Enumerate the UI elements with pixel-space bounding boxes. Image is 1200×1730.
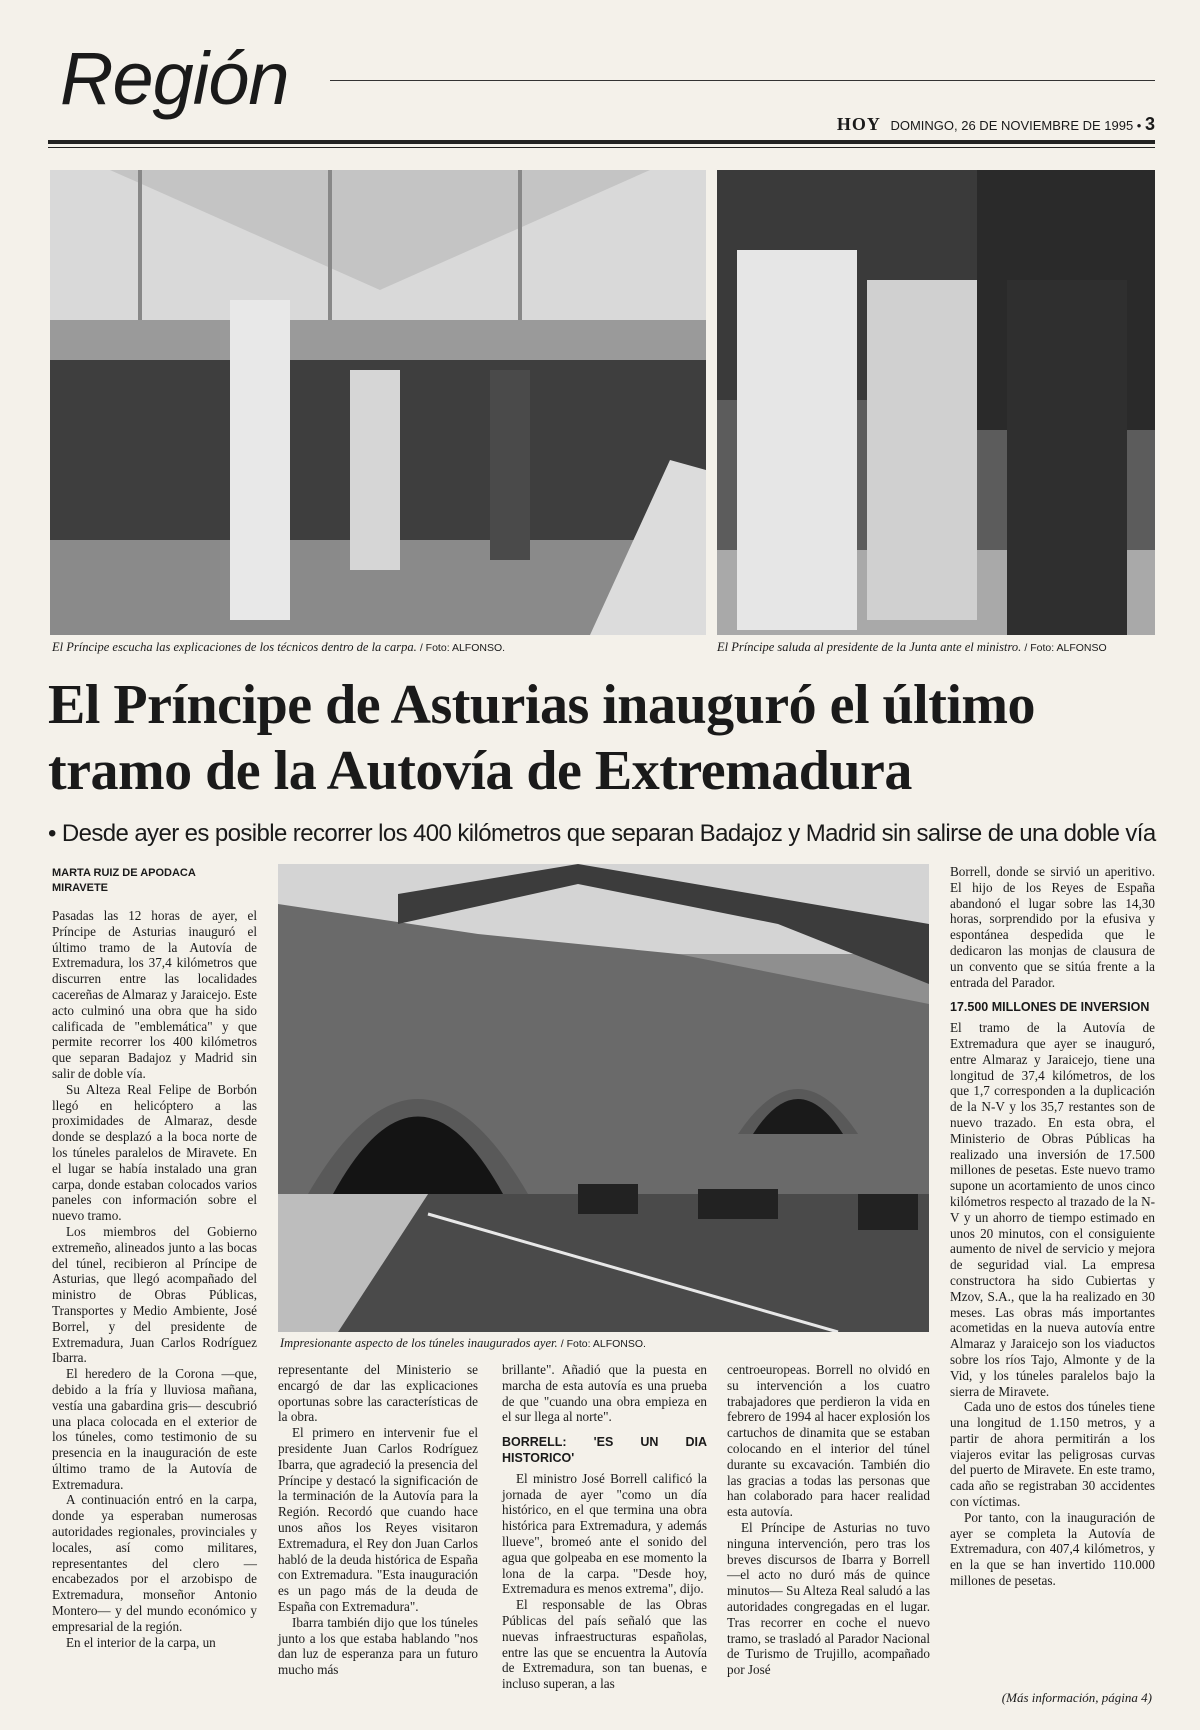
col3-section-heading: BORRELL: 'ES UN DIA HISTORICO'	[502, 1435, 707, 1465]
col4-para-2: El Príncipe de Asturias no tuvo ninguna intervención, pero tras los breves discursos de Ibarra y Borrell —el acto no duró más de quince minutos— Su Alteza Real saludó a las autoridades congregadas en el lugar. Tras recorrer en coche el nuevo tramo, se trasladó al Parador Nacional de Turismo de Trujillo, acompañado por José	[727, 1519, 930, 1678]
caption-right	[717, 640, 1107, 655]
column-5	[950, 864, 1155, 1589]
column-2	[278, 1362, 478, 1678]
col2-para-1: representante del Ministerio se encargó de dar las explicaciones oportunas sobre las características de la obra.	[278, 1362, 478, 1425]
col2-para-3: Ibarra también dijo que los túneles junto a los que estaba hablando "nos dan luz de esperanza para un futuro mucho más	[278, 1614, 478, 1678]
col5-para-1: Borrell, donde se sirvió un aperitivo. El hijo de los Reyes de España abandonó el lugar sobre las 14,30 horas, sorprendido por la efusiva y espontánea despedida que le dedicaron las monjas de clausura de un convento que se sitúa frente a la entrada del Parador.	[950, 864, 1155, 990]
header-rule	[330, 80, 1155, 81]
byline	[52, 866, 196, 896]
caption-right-text: El Príncipe saluda al presidente de la Junta ante el ministro.	[717, 640, 1022, 654]
caption-left-credit: / Foto: ALFONSO.	[419, 642, 506, 654]
byline-author: MARTA RUIZ DE APODACA	[52, 867, 196, 879]
subheadline: • Desde ayer es posible recorrer los 400 kilómetros que separan Badajoz y Madrid sin salirse de una doble vía	[48, 820, 1156, 847]
col3-para-1: brillante". Añadió que la puesta en marcha de esta autovía es una prueba de que "cuando una obra empieza en el sur llega al norte".	[502, 1362, 707, 1425]
caption-right-credit: / Foto: ALFONSO	[1024, 642, 1107, 654]
col5-section-heading: 17.500 MILLONES DE INVERSION	[950, 1000, 1150, 1015]
column-3	[502, 1362, 707, 1692]
caption-center-text: Impresionante aspecto de los túneles inaugurados ayer.	[280, 1336, 558, 1350]
col1-para-1: Pasadas las 12 horas de ayer, el Príncipe de Asturias inauguró el último tramo de la Autovía de Extremadura, los 37,4 kilómetros que discurren entre las localidades cacereñas de Almaraz y Jaraicejo. Este acto culminó una obra que ha sido calificada de "emblemática" y que permite recorrer los 400 kilómetros que separan Badajoz y Madrid sin salir de doble vía.	[52, 908, 257, 1081]
col3-para-3: El responsable de las Obras Públicas del país señaló que las nuevas infraestructuras españolas, entre las que se encuentra la Autovía de Extremadura, son tan buenas, e incluso superan, a las	[502, 1597, 707, 1692]
photo-tunnels	[278, 864, 929, 1332]
col2-para-2: El primero en intervenir fue el presidente Juan Carlos Rodríguez Ibarra, que agradeció la presencia del Príncipe y destacó la significación de la terminación de la Autovía para la Región. Recordó que cuando hace unos años los Reyes visitaron Extremadura, el Rey don Juan Carlos habló de la deuda histórica de España con Extremadura. "Esta inauguración es un pago más de la deuda de España con Extremadura".	[278, 1425, 478, 1614]
header-thin-rule	[48, 147, 1155, 148]
issue-date: DOMINGO, 26 DE NOVIEMBRE DE 1995 •	[890, 118, 1142, 133]
continued-note: (Más información, página 4)	[1001, 1690, 1152, 1705]
col5-para-2: El tramo de la Autovía de Extremadura que ayer se inauguró, entre Almaraz y Jaraicejo, tiene una longitud de 37,4 kilómetros, de los que 1,7 corresponden a la duplicación de la N-V y los 35,7 restantes son de nuevo trazado. En esta obra, el Ministerio de Obras Públicas ha realizado una inversión de 17.500 millones de pesetas. Este nuevo tramo supone un acortamiento de unos cinco kilómetros respecto al trazado de la N-V y un ahorro de tiempo estimado en unos 20 minutos, con el consiguiente aumento de nivel de servicio y mejora de seguridad vial. La empresa constructora ha sido Cubiertas y Mzov, S.A., que la ha realizado en 30 meses. Las obras más importantes acometidas en la nueva autovía entre Almaraz y Jaraicejo son los viaductos sobre los ríos Tajo, Almonte y de la Vid, y los túneles paralelos bajo la sierra de Miravete.	[950, 1020, 1155, 1399]
headline: El Príncipe de Asturias inauguró el último tramo de la Autovía de Extremadura	[48, 674, 1036, 802]
col1-para-2: Su Alteza Real Felipe de Borbón llegó en helicóptero a las proximidades de Almaraz, desde donde se desplazó a la boca norte de los túneles paralelos de Miravete. En el lugar se había instalado una gran carpa, donde estaban colocados varios paneles con información sobre el nuevo tramo.	[52, 1081, 257, 1224]
col1-para-4: El heredero de la Corona —que, debido a la fría y lluviosa mañana, vestía una gabardina gris— descubrió una placa colocada en el exterior de los túneles, como testimonio de su presencia en la inauguración de este último tramo de la Autovía de Extremadura.	[52, 1366, 257, 1492]
col5-para-3: Cada uno de estos dos túneles tiene una longitud de 1.150 metros, y a partir de ahora permitirán a los viajeros evitar las peligrosas curvas del puerto de Miravete. En este tramo, cada año se registraban 30 accidentes con víctimas.	[950, 1399, 1155, 1510]
caption-left	[52, 640, 505, 655]
page-number: 3	[1144, 114, 1155, 134]
col1-para-3: Los miembros del Gobierno extremeño, alineados junto a las bocas del túnel, recibieron al Príncipe de Asturias, que llegó acompañado del ministro de Obras Públicas, Transportes y Medio Ambiente, José Borrel, y del presidente de Extremadura, Juan Carlos Rodríguez Ibarra.	[52, 1223, 257, 1366]
col5-para-4: Por tanto, con la inauguración de ayer se completa la Autovía de Extremadura, con 407,4 kilómetros, y en la que se han invertido 110.000 millones de pesetas.	[950, 1509, 1155, 1589]
caption-left-text: El Príncipe escucha las explicaciones de los técnicos dentro de la carpa.	[52, 640, 417, 654]
photo-handshake	[717, 170, 1155, 635]
masthead	[837, 114, 1155, 135]
photo-tent-ceremony	[50, 170, 706, 635]
header-thick-rule	[48, 140, 1155, 144]
col1-para-5: A continuación entró en la carpa, donde ya esperaban numerosas autoridades regionales, provinciales y locales, así como militares, representantes del clero —encabezados por el arzobispo de Extremadura, monseñor Antonio Montero— y del mundo económico y empresarial de la región.	[52, 1492, 257, 1634]
column-1	[52, 908, 257, 1650]
section-title: Región	[60, 37, 289, 120]
column-4	[727, 1362, 930, 1678]
byline-place: MIRAVETE	[52, 882, 109, 894]
caption-center	[280, 1336, 646, 1351]
col4-para-1: centroeuropeas. Borrell no olvidó en su intervención a los cuatro trabajadores que perdieron la vida en febrero de 1994 al hacer explosión los cartuchos de dinamita que se estaban colocando en el interior del túnel durante su excavación. También dio las gracias a todas las personas que han colaborado para hacer realidad esta autovía.	[727, 1362, 930, 1520]
paper-logo: HOY	[836, 114, 881, 134]
col1-para-6: En el interior de la carpa, un	[66, 1634, 216, 1650]
col3-para-2: El ministro José Borrell calificó la jornada de ayer "como un día histórico, en el que termina una obra histórica para Extremadura, y además llueve", bromeó ante el sonido del agua que golpeaba en ese momento la lona de la carpa. "Desde hoy, Extremadura es menos extrema", dijo.	[502, 1470, 707, 1597]
caption-center-credit: / Foto: ALFONSO.	[560, 1338, 646, 1350]
